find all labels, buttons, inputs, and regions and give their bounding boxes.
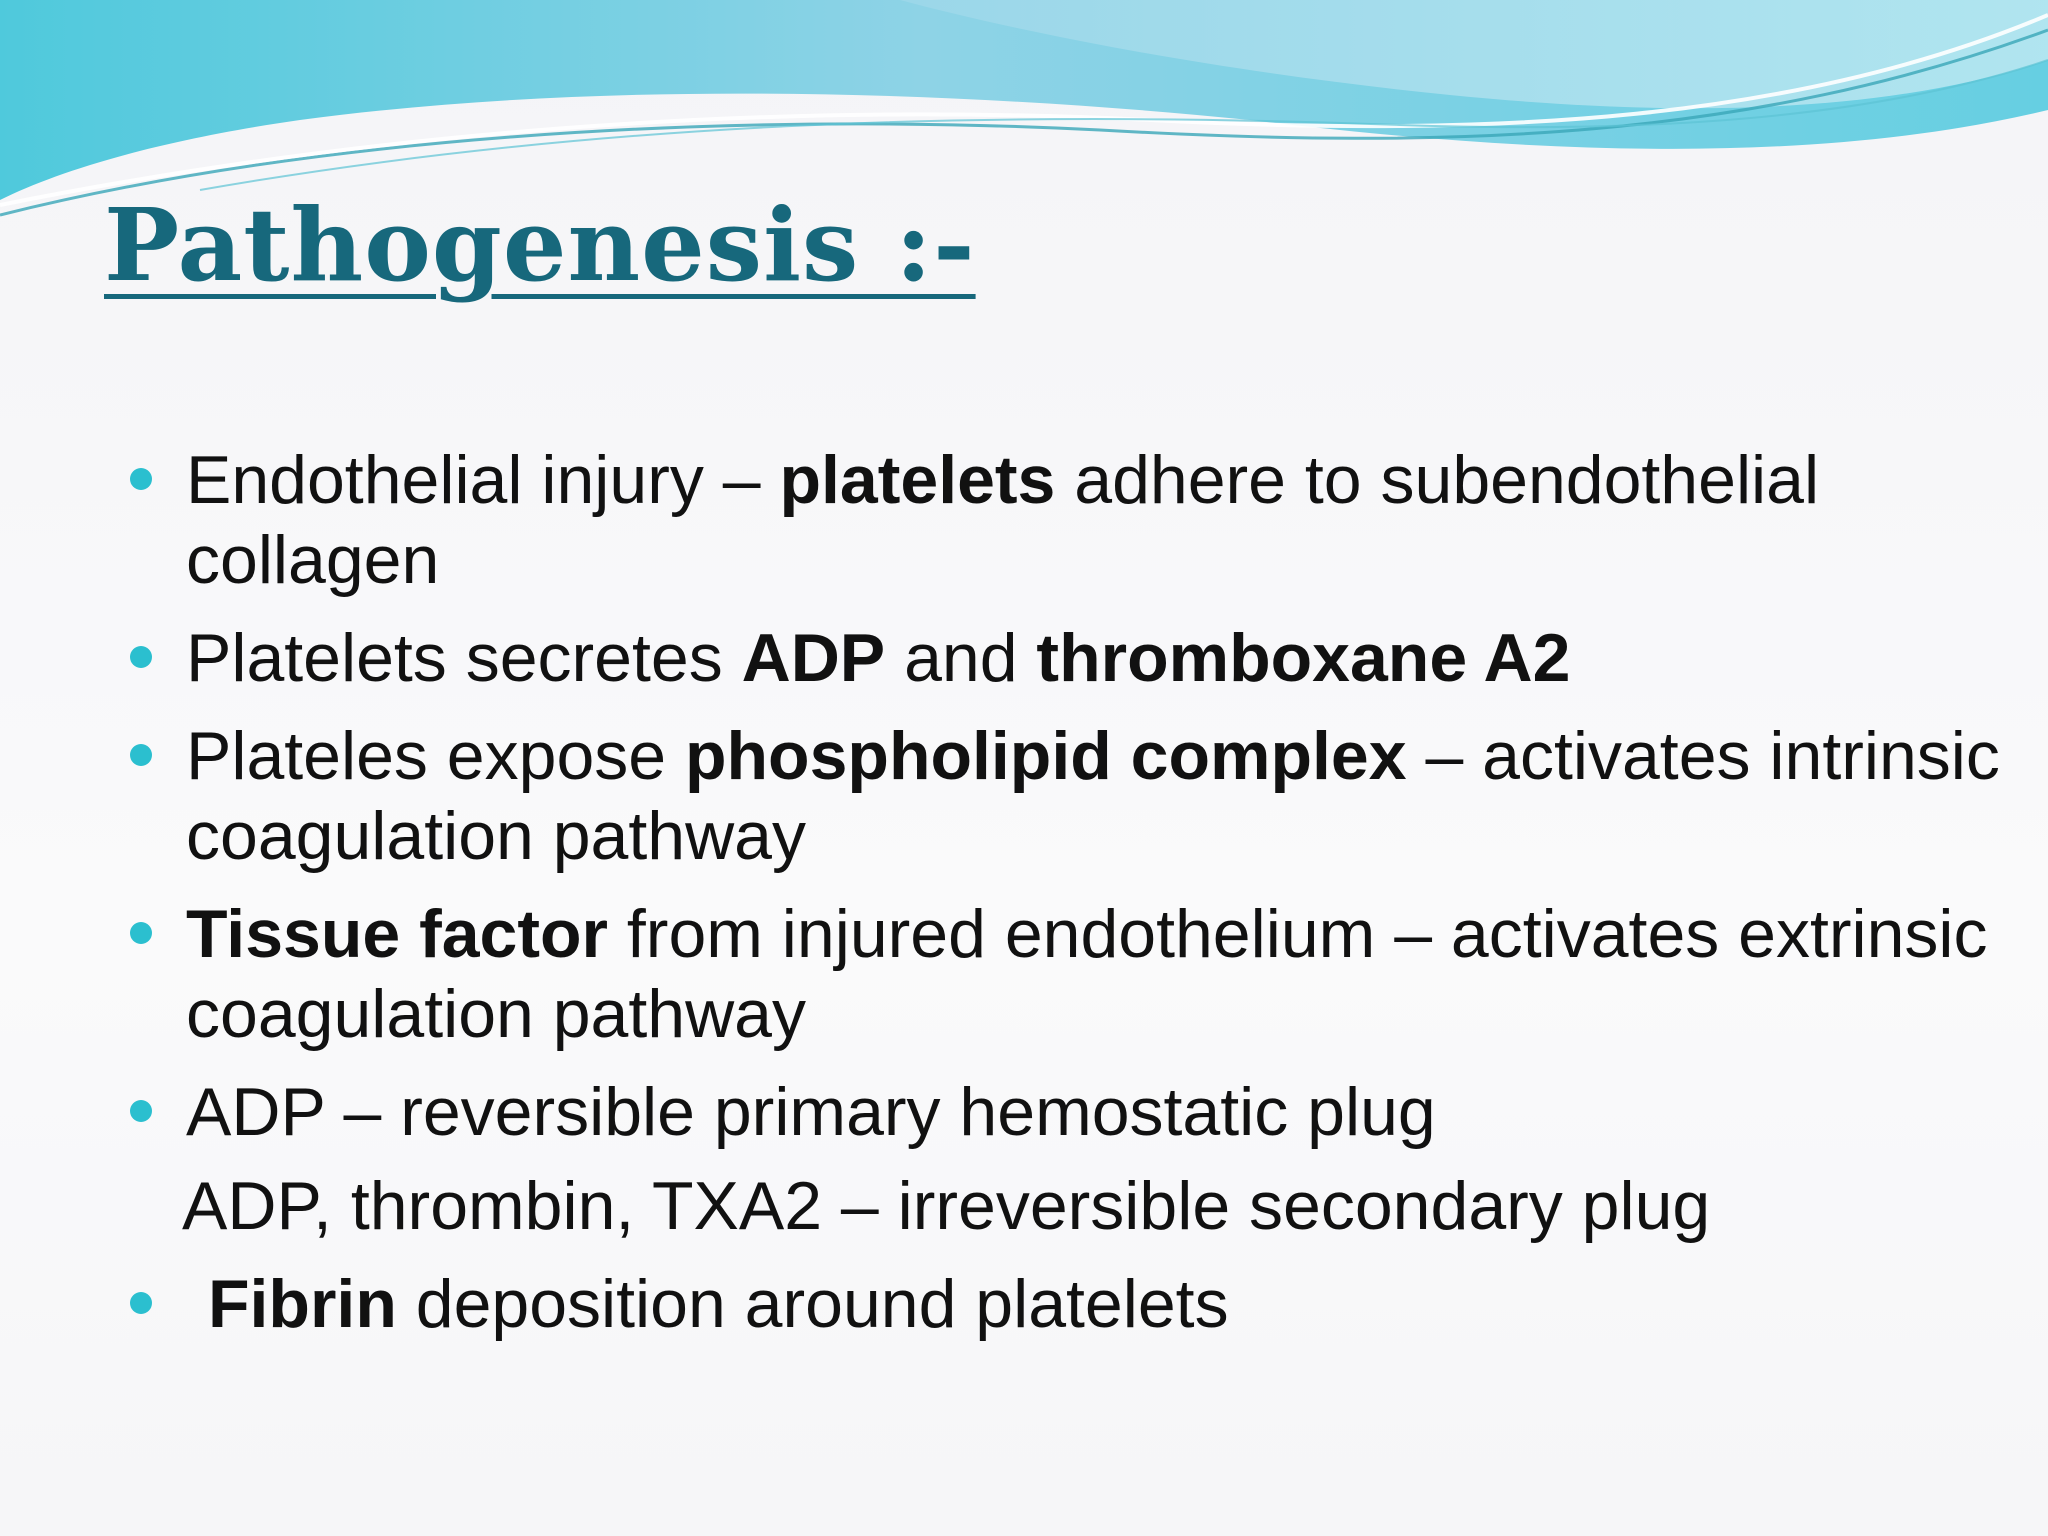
list-item (130, 1264, 2010, 1344)
circle-bullet-icon (130, 646, 152, 668)
list-item (130, 1072, 2010, 1152)
list-item-text: ADP, thrombin, TXA2 – irreversible secondary plug (182, 1168, 1711, 1244)
list-item-text: ADP – reversible primary hemostatic plug (186, 1074, 1436, 1150)
circle-bullet-icon (130, 1292, 152, 1314)
list-item-text: Fibrin deposition around platelets (208, 1266, 1229, 1342)
slide-title: Pathogenesis :- (104, 186, 976, 304)
list-item-continuation (130, 1166, 2010, 1246)
circle-bullet-icon (130, 468, 152, 490)
circle-bullet-icon (130, 744, 152, 766)
list-item-text: Tissue factor from injured endothelium – activates extrinsic coagulation pathway (186, 896, 1988, 1052)
list-item (130, 894, 2010, 1054)
list-item (130, 716, 2010, 876)
circle-bullet-icon (130, 1100, 152, 1122)
list-item-text: Endothelial injury – platelets adhere to subendothelial collagen (186, 442, 1820, 598)
circle-bullet-icon (130, 922, 152, 944)
list-item (130, 440, 2010, 600)
list-item-text: Plateles expose phospholipid complex – activates intrinsic coagulation pathway (186, 718, 2000, 874)
bullet-list (130, 440, 2010, 1362)
list-item-text: Platelets secretes ADP and thromboxane A2 (186, 620, 1571, 696)
list-item (130, 618, 2010, 698)
